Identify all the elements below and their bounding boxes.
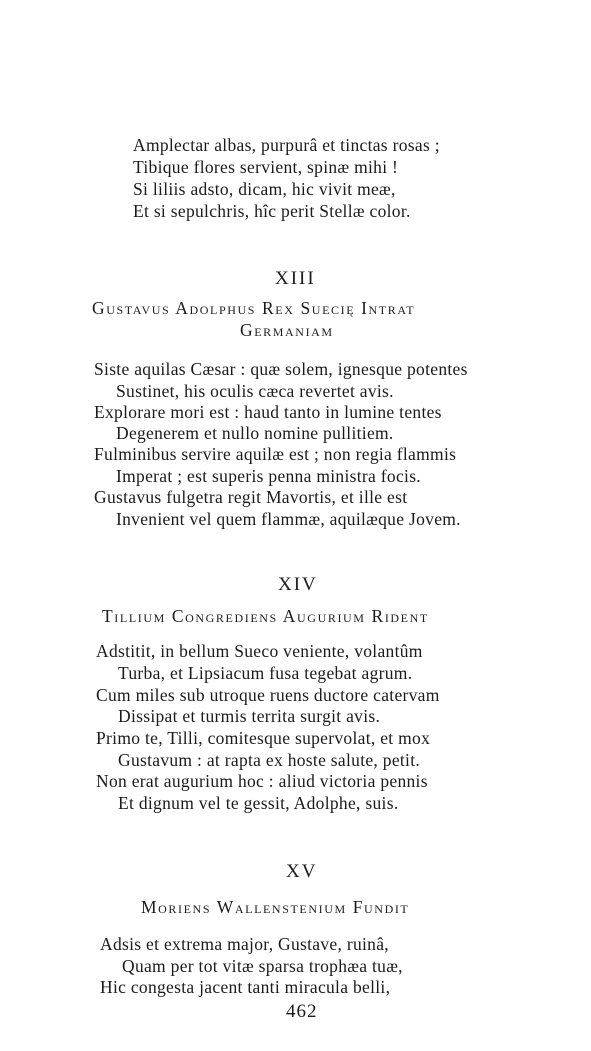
- verse-line: Gustavum : at rapta ex hoste salute, petit.: [118, 750, 421, 770]
- poem-title: Tillium Congrediens Augurium Rident: [102, 606, 429, 626]
- verse-line: Cum miles sub utroque ruens ductore catervam: [96, 685, 440, 705]
- verse-line: Adsis et extrema major, Gustave, ruinâ,: [100, 934, 389, 954]
- verse-line: Imperat ; est superis penna ministra focis.: [116, 466, 421, 486]
- poem-title: Moriens Wallenstenium Fundit: [141, 897, 410, 917]
- verse-line: Gustavus fulgetra regit Mavortis, et ille est: [94, 487, 408, 507]
- page-number: 462: [286, 1001, 318, 1022]
- verse-line: Degenerem et nullo nomine pullitiem.: [116, 423, 394, 443]
- verse-line: Fulminibus servire aquilæ est ; non regia flammis: [94, 444, 457, 464]
- verse-line: Et si sepulchris, hîc perit Stellæ color.: [133, 201, 411, 221]
- poem-title: Germaniam: [240, 320, 334, 340]
- poem-title: Gustavus Adolphus Rex Suecię Intrat: [92, 298, 416, 318]
- verse-line: Explorare mori est : haud tanto in lumine tentes: [94, 402, 442, 422]
- verse-line: Sustinet, his oculis cæca revertet avis.: [116, 381, 394, 401]
- verse-line: Dissipat et turmis territa surgit avis.: [118, 706, 381, 726]
- verse-line: Non erat augurium hoc : aliud victoria pennis: [96, 771, 428, 791]
- verse-line: Hic congesta jacent tanti miracula belli,: [100, 977, 391, 997]
- poem-number: XIII: [275, 268, 316, 289]
- poem-number: XIV: [278, 574, 318, 595]
- verse-line: Quam per tot vitæ sparsa trophæa tuæ,: [122, 956, 403, 976]
- verse-line: Amplectar albas, purpurâ et tinctas rosas ;: [133, 135, 440, 155]
- verse-line: Tibique flores servient, spinæ mihi !: [133, 157, 399, 177]
- verse-line: Primo te, Tilli, comitesque supervolat, et mox: [96, 728, 431, 748]
- verse-line: Invenient vel quem flammæ, aquilæque Jovem.: [116, 509, 461, 529]
- verse-line: Et dignum vel te gessit, Adolphe, suis.: [118, 793, 399, 813]
- verse-line: Siste aquilas Cæsar : quæ solem, ignesque potentes: [94, 359, 468, 379]
- verse-line: Si liliis adsto, dicam, hic vivit meæ,: [133, 179, 396, 199]
- verse-line: Turba, et Lipsiacum fusa tegebat agrum.: [118, 663, 413, 683]
- verse-line: Adstitit, in bellum Sueco veniente, volantûm: [96, 641, 423, 661]
- poem-number: XV: [286, 861, 318, 882]
